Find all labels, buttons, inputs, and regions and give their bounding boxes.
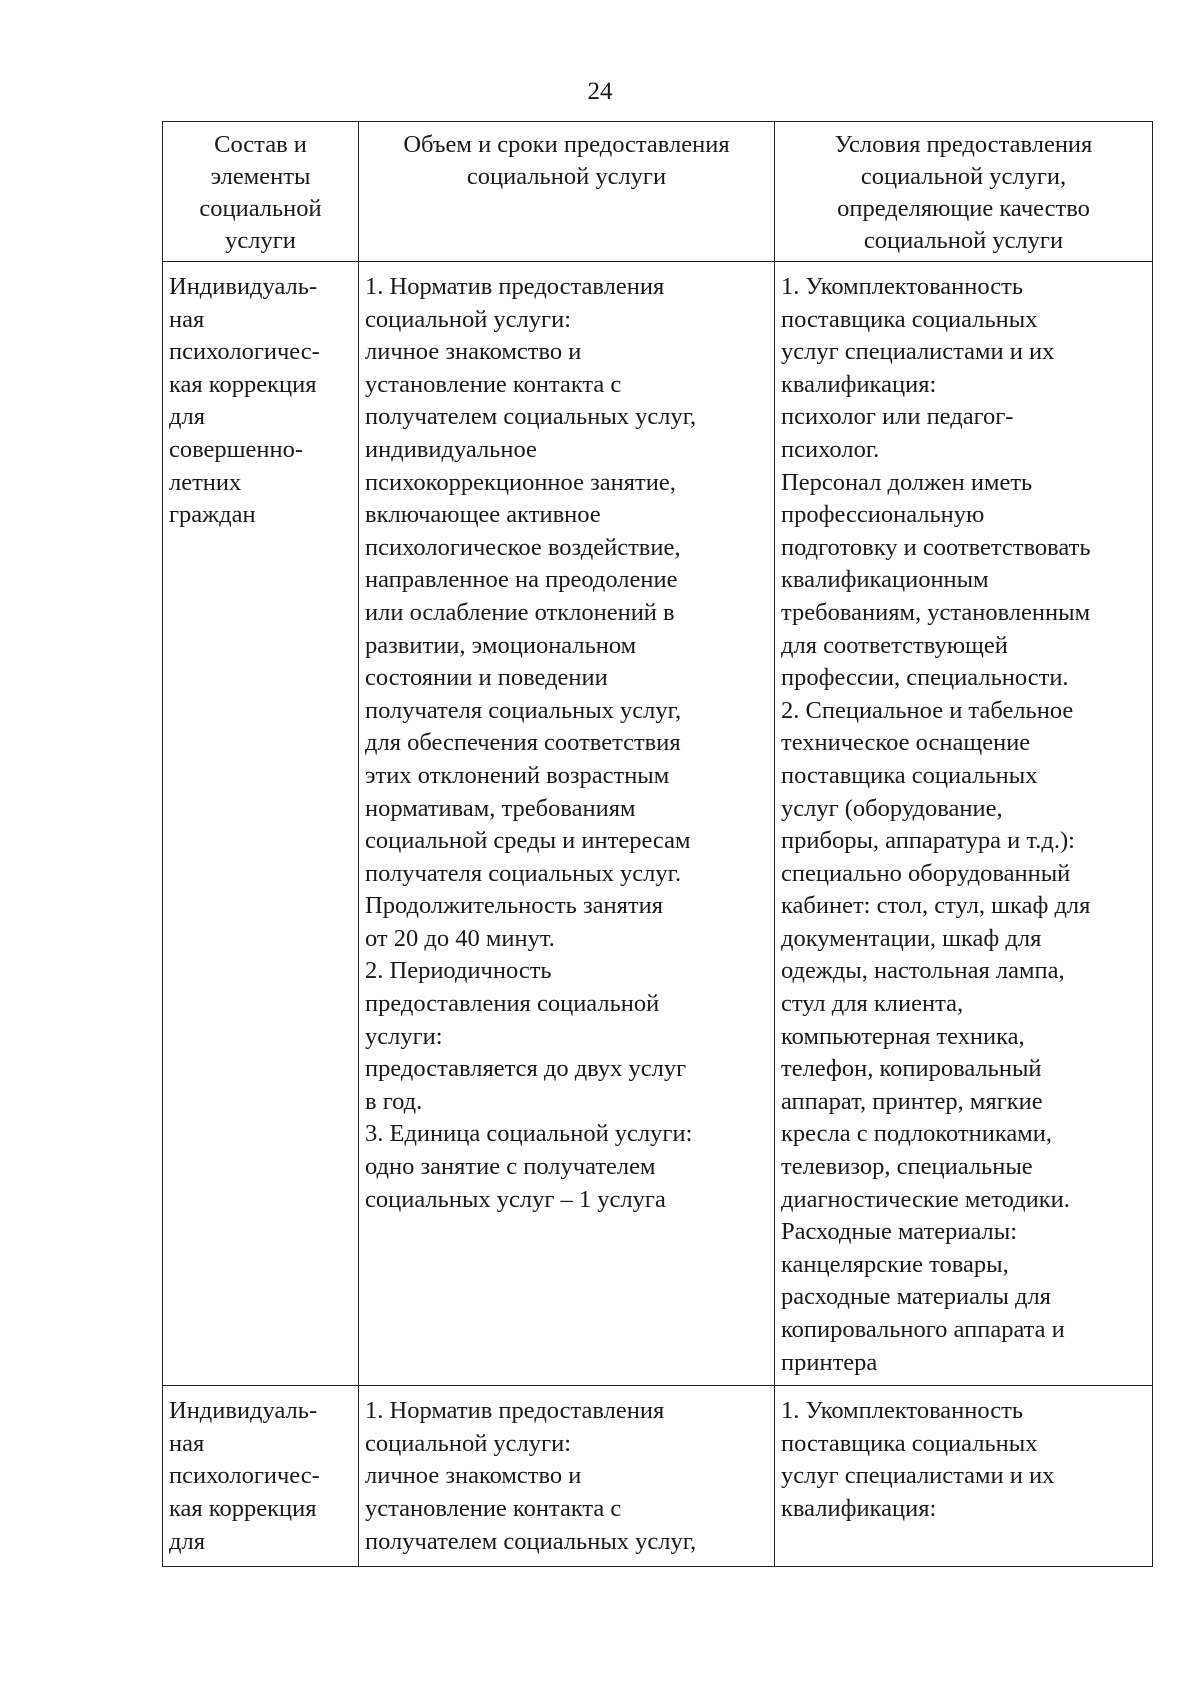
cell-line: Индивидуаль- [169,273,318,300]
cell-line: психологическое воздействие, [365,533,681,561]
cell-line: получателя социальных услуг. [365,859,682,887]
cell-line: Индивидуаль- [169,1397,318,1425]
cell-line: компьютерная техника, [781,1022,1025,1050]
row-2-volume [359,1386,775,1567]
cell-line: включающее активное [365,501,601,529]
cell-line: летних [169,468,242,496]
row-1-volume [359,262,775,1386]
cell-line: личное знакомство и [365,1462,582,1490]
cell-line: 2. Периодичность [365,957,552,985]
cell-line: предоставляется до двух услуг [365,1055,687,1083]
row-1-conditions [775,262,1153,1386]
row-2-composition [163,1386,359,1567]
cell-line: документации, шкаф для [781,924,1042,952]
cell-line: состоянии и поведении [365,664,608,692]
cell-line: телефон, копировальный [781,1055,1042,1083]
cell-line: индивидуальное [365,435,537,463]
cell-line: квалификационным [781,566,989,594]
cell-line: квалификация: [781,370,937,398]
cell-line: социальной услуги [863,227,1064,254]
cell-line: развитии, эмоциональном [365,631,637,659]
cell-line: социальной услуги, [860,163,1067,190]
cell-line: Расходные материалы: [781,1218,1018,1246]
cell-line: услуг специалистами и их [781,338,1055,366]
cell-line: 1. Норматив предоставления [365,1397,665,1425]
cell-line: элементы [210,163,311,190]
cell-line: психолог или педагог- [781,403,1014,431]
cell-line: определяющие качество [837,195,1090,222]
cell-line: 1. Укомплектованность [781,1397,1024,1425]
cell-line: этих отклонений возрастным [365,761,670,789]
services-table [162,121,1153,1567]
cell-line: кая коррекция [169,1494,317,1522]
header-conditions [775,122,1153,262]
cell-line: телевизор, специальные [781,1153,1033,1181]
cell-line: социальной услуги: [365,305,572,333]
cell-line: одно занятие с получателем [365,1153,656,1181]
cell-line: канцелярские товары, [781,1250,1009,1278]
cell-line: личное знакомство и [365,338,582,366]
cell-line: ная [169,305,205,333]
cell-line: подготовку и соответствовать [781,533,1091,561]
cell-line: кабинет: стол, стул, шкаф для [781,892,1091,920]
cell-line: диагностические методики. [781,1185,1070,1213]
cell-line: 1. Укомплектованность [781,273,1024,300]
cell-line: психологичес- [169,338,320,366]
cell-line: для [169,403,205,431]
cell-line: кая коррекция [169,370,317,398]
cell-line: социальных услуг – 1 услуга [365,1185,666,1213]
cell-line: услуги: [365,1022,443,1050]
header-volume-terms [359,122,775,262]
page-number: 24 [587,78,613,105]
cell-line: техническое оснащение [781,729,1031,757]
cell-line: специально оборудованный [781,859,1071,887]
cell-line: получателем социальных услуг, [365,403,697,431]
cell-line: 3. Единица социальной услуги: [365,1120,693,1148]
cell-line: одежды, настольная лампа, [781,957,1065,985]
cell-line: установление контакта с [365,1494,622,1522]
cell-line: установление контакта с [365,370,622,398]
cell-line: приборы, аппаратура и т.д.): [781,827,1075,855]
cell-line: услуги [225,227,296,254]
cell-line: получателя социальных услуг, [365,696,682,724]
cell-line: граждан [169,501,256,529]
cell-line: профессиональную [781,501,985,529]
cell-line: аппарат, принтер, мягкие [781,1087,1043,1115]
cell-line: от 20 до 40 минут. [365,924,555,952]
cell-line: требованиям, установленным [781,598,1091,626]
cell-line: поставщика социальных [781,1429,1038,1457]
row-1-composition [163,262,359,1386]
cell-line: кресла с подлокотниками, [781,1120,1052,1148]
cell-line: Состав и [214,131,307,158]
cell-line: направленное на преодоление [365,566,678,594]
row-2-conditions [775,1386,1153,1567]
cell-line: предоставления социальной [365,990,660,1018]
cell-line: социальной услуги: [365,1429,572,1457]
cell-line: социальной среды и интересам [365,827,691,855]
cell-line: Объем и сроки предоставления [403,131,730,158]
cell-line: для обеспечения соответствия [365,729,681,757]
table-header-row [163,122,1153,262]
cell-line: нормативам, требованиям [365,794,636,822]
cell-line: для [169,1527,205,1555]
cell-line: социальной услуги [466,163,667,190]
table-row [163,262,1153,1386]
cell-line: Условия предоставления [834,131,1093,158]
header-composition [163,122,359,262]
cell-line: принтера [781,1348,878,1376]
cell-line: поставщика социальных [781,761,1038,789]
cell-line: поставщика социальных [781,305,1038,333]
cell-line: Персонал должен иметь [781,468,1033,496]
cell-line: или ослабление отклонений в [365,598,675,626]
cell-line: для соответствующей [781,631,1008,659]
cell-line: Продолжительность занятия [365,892,663,920]
cell-line: расходные материалы для [781,1283,1051,1311]
table-row [163,1386,1153,1567]
cell-line: социальной [199,195,322,222]
cell-line: получателем социальных услуг, [365,1527,697,1555]
cell-line: психологичес- [169,1462,320,1490]
cell-line: услуг специалистами и их [781,1462,1055,1490]
cell-line: ная [169,1429,205,1457]
cell-line: стул для клиента, [781,990,964,1018]
cell-line: 2. Специальное и табельное [781,696,1074,724]
cell-line: профессии, специальности. [781,664,1069,692]
cell-line: 1. Норматив предоставления [365,273,665,300]
cell-line: квалификация: [781,1494,937,1522]
cell-line: копировального аппарата и [781,1316,1065,1343]
cell-line: психокоррекционное занятие, [365,468,676,496]
cell-line: совершенно- [169,435,304,463]
cell-line: психолог. [781,435,880,463]
cell-line: услуг (оборудование, [781,794,1003,822]
cell-line: в год. [365,1087,423,1115]
